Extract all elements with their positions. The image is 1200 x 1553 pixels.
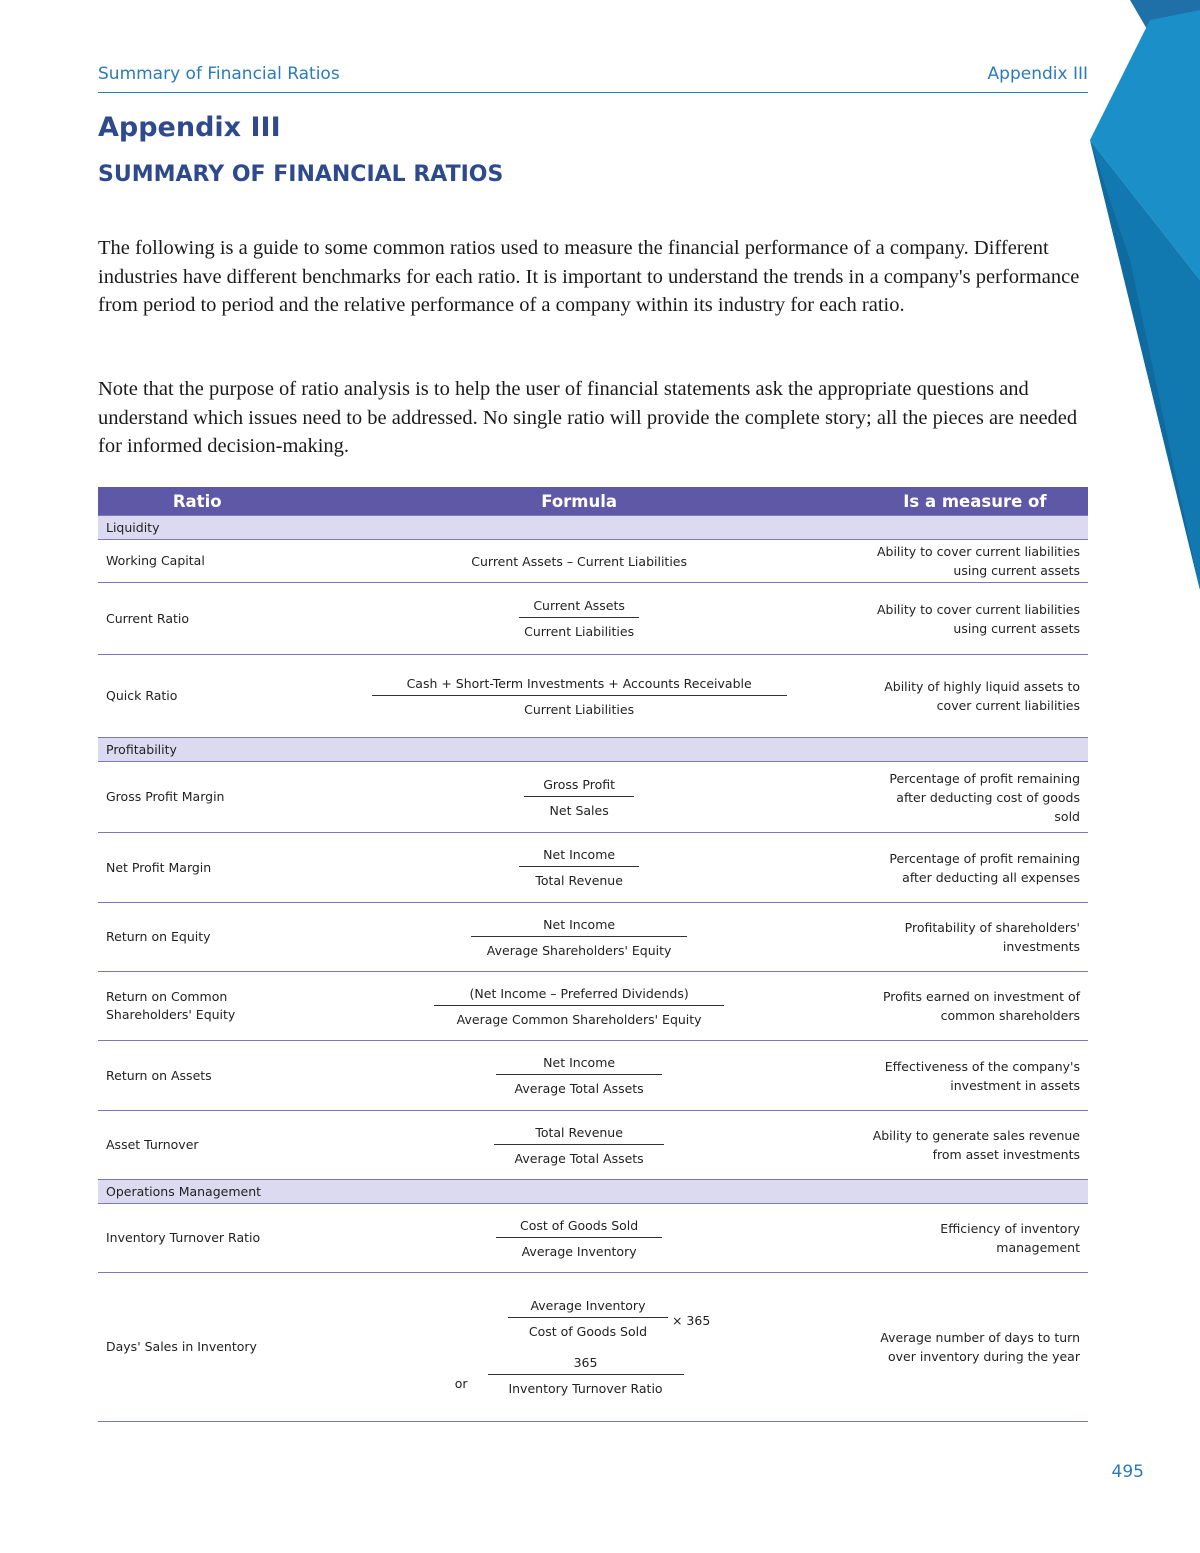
corner-decoration [1090, 0, 1200, 600]
ratio-measure: Ability of highly liquid assets to cover current liabilities [862, 655, 1088, 738]
fraction-denominator: Inventory Turnover Ratio [508, 1381, 663, 1396]
table-row [98, 540, 1088, 583]
fraction-denominator: Average Common Shareholders' Equity [456, 1011, 702, 1027]
formula-stack [304, 1298, 853, 1396]
fraction-denominator: Current Liabilities [524, 624, 635, 639]
multiplier: × 365 [671, 1313, 711, 1328]
section-operations-management [98, 1180, 1088, 1204]
ratio-measure: Percentage of profit remaining after deducting cost of goods sold [862, 762, 1088, 833]
ratio-formula [296, 1041, 861, 1111]
fraction [496, 1055, 662, 1096]
fraction [519, 598, 639, 639]
ratio-name: Net Profit Margin [98, 833, 296, 903]
ratio-formula [296, 1204, 861, 1273]
ratio-name: Current Ratio [98, 583, 296, 655]
table-row [98, 583, 1088, 655]
fraction [471, 917, 687, 958]
ratio-measure: Profitability of shareholders' investments [862, 903, 1088, 972]
fraction-denominator: Total Revenue [535, 873, 623, 888]
table-row [98, 903, 1088, 972]
fraction [434, 986, 724, 1027]
table-row [98, 833, 1088, 903]
fraction [494, 1125, 664, 1166]
ratio-formula [296, 655, 861, 738]
ratio-name: Asset Turnover [98, 1111, 296, 1180]
ratio-measure: Profits earned on investment of common shareholders [862, 972, 1088, 1041]
fraction-numerator: Cost of Goods Sold [496, 1218, 662, 1238]
ratio-formula [296, 1273, 861, 1422]
table-header-row [98, 487, 1088, 516]
ratio-formula [296, 1111, 861, 1180]
fraction-numerator: Total Revenue [494, 1125, 664, 1145]
ratio-formula [296, 903, 861, 972]
fraction-numerator: 365 [488, 1355, 684, 1375]
table-row [98, 1273, 1088, 1422]
fraction-denominator: Average Shareholders' Equity [486, 942, 672, 958]
ratio-name: Days' Sales in Inventory [98, 1273, 296, 1422]
ratio-name: Gross Profit Margin [98, 762, 296, 833]
ratio-formula [296, 972, 861, 1041]
ratio-name: Quick Ratio [98, 655, 296, 738]
ratio-name: Inventory Turnover Ratio [98, 1204, 296, 1273]
fraction-numerator: Current Assets [519, 598, 639, 618]
section-label: Operations Management [98, 1180, 1088, 1204]
section-liquidity [98, 516, 1088, 540]
fraction-numerator: Cash + Short-Term Investments + Accounts Receivable [372, 676, 787, 696]
table-row [98, 762, 1088, 833]
table-row [98, 1111, 1088, 1180]
running-header-left: Summary of Financial Ratios [98, 64, 340, 84]
fraction-numerator: Net Income [496, 1055, 662, 1075]
table-row [98, 1041, 1088, 1111]
ratio-measure: Ability to cover current liabilities using current assets [862, 583, 1088, 655]
fraction-numerator: Net Income [519, 847, 639, 867]
ratio-measure: Average number of days to turn over inventory during the year [862, 1273, 1088, 1422]
fraction-numerator: (Net Income – Preferred Dividends) [434, 986, 724, 1006]
running-header-right: Appendix III [987, 64, 1088, 84]
fraction-denominator: Cost of Goods Sold [528, 1324, 648, 1339]
table-row [98, 655, 1088, 738]
ratio-name: Return on Assets [98, 1041, 296, 1111]
column-header-ratio: Ratio [98, 487, 296, 516]
fraction-numerator: Average Inventory [508, 1298, 668, 1318]
ratio-measure: Ability to cover current liabilities using current assets [862, 540, 1088, 583]
fraction-denominator: Average Total Assets [514, 1081, 644, 1096]
fraction-denominator: Average Inventory [521, 1243, 637, 1259]
column-header-measure: Is a measure of [862, 487, 1088, 516]
ratio-measure: Efficiency of inventory management [862, 1204, 1088, 1273]
section-label: Profitability [98, 738, 1088, 762]
fraction-denominator: Average Total Assets [514, 1150, 644, 1166]
table-row [98, 972, 1088, 1041]
financial-ratios-table [98, 487, 1088, 1422]
appendix-subtitle: SUMMARY OF FINANCIAL RATIOS [98, 162, 504, 187]
fraction-denominator: Current Liabilities [524, 701, 635, 717]
table-row [98, 1204, 1088, 1273]
intro-paragraph-1: The following is a guide to some common ratios used to measure the financial performance of a company. Different industries have different benchmarks for each ratio. It is important to understand the trends in a company's performance from period to period and the relative performance of a company within its industry for each ratio. [98, 237, 1080, 316]
ratio-formula [296, 833, 861, 903]
or-label: or [454, 1376, 468, 1391]
page-number: 495 [1111, 1462, 1144, 1482]
fraction [488, 1355, 684, 1396]
fraction-numerator: Gross Profit [524, 777, 634, 797]
intro-paragraph-2: Note that the purpose of ratio analysis is to help the user of financial statements ask the appropriate questions and understand which issues need to be addressed. No single ratio will provide the complete story; all the pieces are needed for informed decision-making. [98, 378, 1078, 457]
fraction [524, 777, 634, 818]
running-header [98, 60, 1088, 93]
formula-primary [334, 1298, 883, 1339]
formula-alternative [294, 1355, 843, 1396]
fraction [508, 1298, 668, 1339]
fraction [519, 847, 639, 888]
fraction-numerator: Net Income [471, 917, 687, 937]
ratio-measure: Ability to generate sales revenue from asset investments [862, 1111, 1088, 1180]
ratio-formula: Current Assets – Current Liabilities [296, 540, 861, 583]
ratio-name: Return on Common Shareholders' Equity [98, 972, 296, 1041]
ratio-name: Working Capital [98, 540, 296, 583]
fraction [372, 676, 787, 717]
appendix-title: Appendix III [98, 112, 281, 143]
fraction-denominator: Net Sales [549, 802, 609, 818]
section-profitability [98, 738, 1088, 762]
fraction [496, 1218, 662, 1259]
column-header-formula: Formula [296, 487, 861, 516]
section-label: Liquidity [98, 516, 1088, 540]
ratio-measure: Percentage of profit remaining after deducting all expenses [862, 833, 1088, 903]
ratio-formula [296, 583, 861, 655]
ratio-formula [296, 762, 861, 833]
ratio-measure: Effectiveness of the company's investment in assets [862, 1041, 1088, 1111]
ratio-name: Return on Equity [98, 903, 296, 972]
